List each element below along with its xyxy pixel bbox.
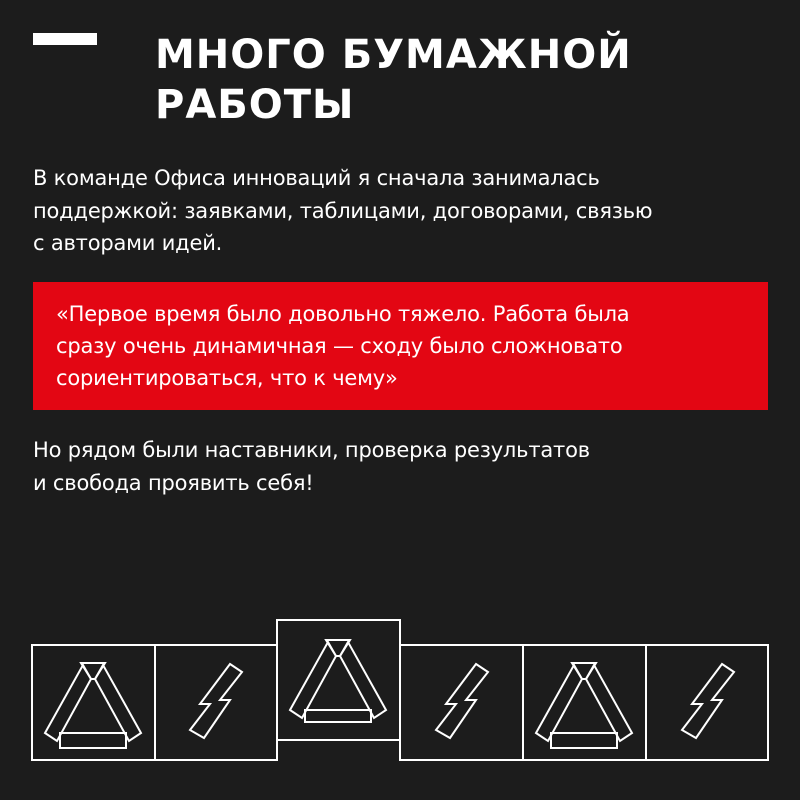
quote-text	[56, 298, 629, 394]
accent-bar	[33, 33, 97, 45]
title-line: РАБОТЫ	[155, 82, 355, 128]
intro-line: поддержкой: заявками, таблицами, договорами, связью	[33, 198, 653, 223]
title-line: МНОГО БУМАЖНОЙ	[155, 32, 632, 78]
lightning-icon	[682, 664, 734, 738]
intro-line: с авторами идей.	[33, 231, 223, 255]
page-title	[155, 30, 775, 130]
tile-frames	[32, 620, 768, 760]
intro-paragraph	[33, 162, 773, 260]
outro-line: и свобода проявить себя!	[33, 471, 314, 495]
triangle-icon	[290, 640, 386, 722]
intro-line: В команде Офиса инноваций я сначала занималась	[33, 166, 600, 190]
decorative-tile-strip	[0, 600, 800, 800]
quote-line: сразу очень динамичная — сходу было сложновато	[56, 334, 623, 358]
quote-line: сориентироваться, что к чему»	[56, 366, 398, 390]
triangle-icon	[536, 663, 632, 748]
tile-strip-graphic	[0, 600, 800, 800]
lightning-icon	[190, 664, 242, 738]
lightning-icon	[436, 664, 488, 738]
quote-line: «Первое время было довольно тяжело. Работа была	[56, 302, 630, 326]
outro-line: Но рядом были наставники, проверка результатов	[33, 438, 590, 462]
outro-paragraph	[33, 434, 773, 500]
triangle-icon	[45, 663, 141, 748]
quote-box	[33, 282, 768, 410]
